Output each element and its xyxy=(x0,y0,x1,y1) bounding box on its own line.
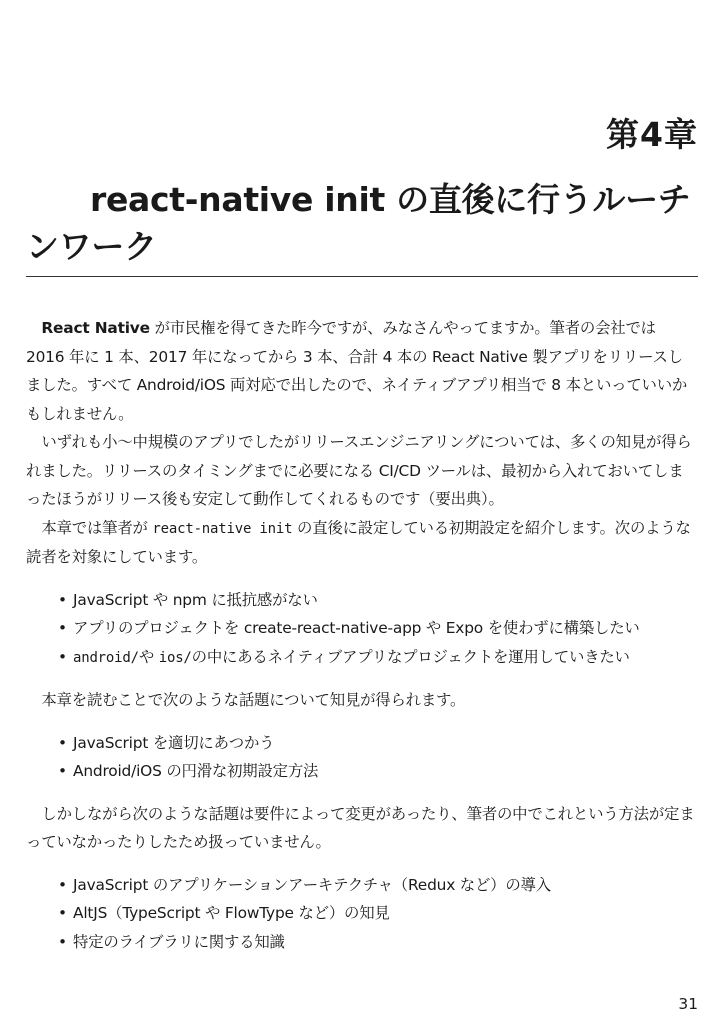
bullet-icon: • xyxy=(58,733,67,752)
list-item xyxy=(58,643,698,673)
list-item-text: JavaScript のアプリケーションアーキテクチャ（Redux など）の導入 xyxy=(73,875,551,894)
list-item-text: JavaScript を適切にあつかう xyxy=(73,733,275,752)
learn-list xyxy=(26,729,698,786)
list-item xyxy=(58,928,698,957)
intro-paragraph-1-text: が市民権を得てきた昨今ですが、みなさんやってますか。筆者の会社では 2016 年に 1 本、2017 年になってから 3 本、合計 4 本の React Native 製アプリをリリースしました。すべて Android/iOS 両対応で出したので、ネイティブアプリ相当で 8 本といっていいかもしれません。 xyxy=(26,319,688,423)
intro-paragraph-3 xyxy=(26,514,698,572)
page-number: 31 xyxy=(678,995,698,1013)
intro-paragraph-2: いずれも小〜中規模のアプリでしたがリリースエンジニアリングについては、多くの知見が得られました。リリースのタイミングまでに必要になる CI/CD ツールは、最初から入れておいてしまったほうがリリース後も安定して動作してくれるものです（要出典）。 xyxy=(26,433,692,508)
chapter-label: 第4章 xyxy=(606,115,698,154)
android-dir-code: android/ xyxy=(73,649,139,666)
bullet-icon: • xyxy=(58,590,67,609)
react-native-term: React Native xyxy=(41,319,150,337)
list-item xyxy=(58,871,698,900)
bullet-icon: • xyxy=(58,904,67,922)
bullet-icon: • xyxy=(58,619,67,637)
list-item-text: AltJS（TypeScript や FlowType など）の知見 xyxy=(73,904,390,922)
chapter-body xyxy=(26,314,698,970)
list-item xyxy=(58,614,698,643)
list-item xyxy=(58,729,698,758)
list-item xyxy=(58,757,698,786)
list-item-text: Android/iOS の円滑な初期設定方法 xyxy=(73,762,319,780)
intro-paragraph-3-rest: の直後に設定している初期設定を紹介します。次のような読者を対象にしています。 xyxy=(26,518,691,566)
list-item-text: や xyxy=(138,647,159,666)
bullet-icon: • xyxy=(58,875,67,894)
list-item-text: 特定のライブラリに関する知識 xyxy=(73,932,285,951)
intro-paragraph-3-lead: 本章では筆者が xyxy=(41,518,153,537)
bullet-icon: • xyxy=(58,762,67,780)
ios-dir-code: ios/ xyxy=(158,649,192,666)
audience-list xyxy=(26,586,698,673)
list-item xyxy=(58,586,698,615)
intro-paragraph-1 xyxy=(26,314,698,428)
list-item-text: JavaScript や npm に抵抗感がない xyxy=(73,590,318,609)
list-item xyxy=(58,899,698,928)
bullet-icon: • xyxy=(58,932,67,951)
excluded-intro-paragraph: しかしながら次のような話題は要件によって変更があったり、筆者の中でこれという方法が定まっていなかったりしたため扱っていません。 xyxy=(26,804,695,851)
list-item-text: の中にあるネイティブアプリなプロジェクトを運用していきたい xyxy=(191,647,630,666)
init-command-code: react-native init xyxy=(152,520,293,537)
learn-intro-paragraph: 本章を読むことで次のような話題について知見が得られます。 xyxy=(41,691,466,709)
excluded-list xyxy=(26,871,698,957)
chapter-title: react-native init の直後に行うルーチンワーク xyxy=(26,180,691,266)
book-page xyxy=(26,0,698,1024)
bullet-icon: • xyxy=(58,647,67,666)
title-divider xyxy=(26,276,698,277)
list-item-text: アプリのプロジェクトを create-react-native-app や Expo を使わずに構築したい xyxy=(73,619,640,637)
